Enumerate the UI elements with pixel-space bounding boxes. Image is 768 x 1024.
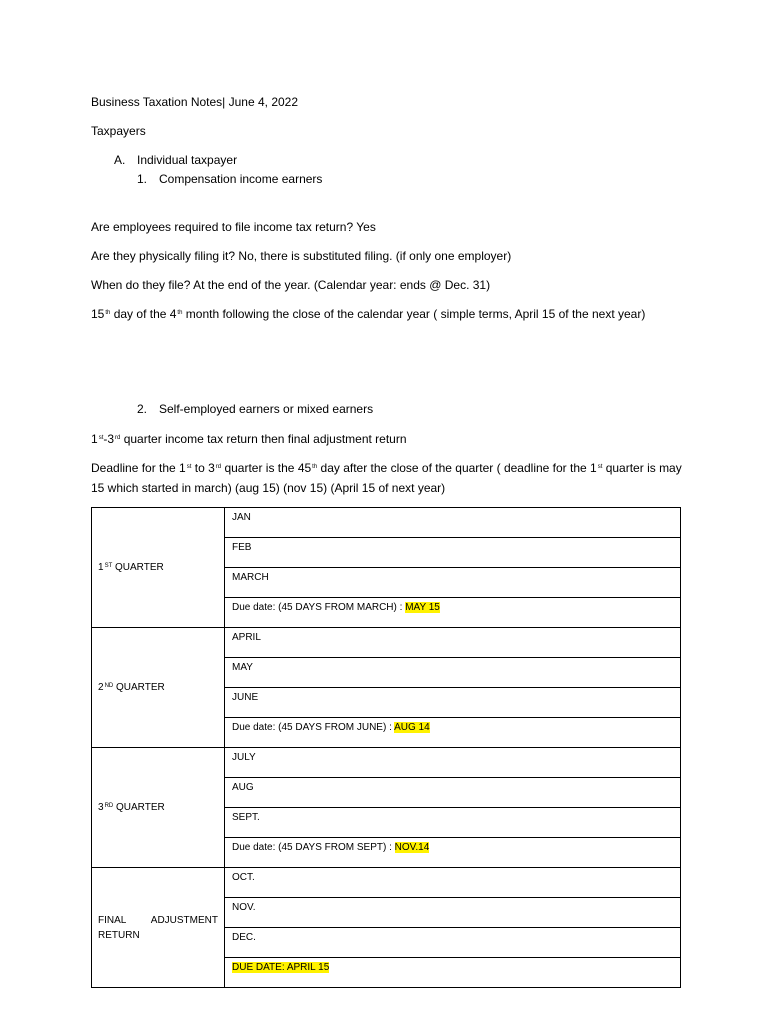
month-cell: SEPT. <box>225 808 681 838</box>
due-date-cell <box>225 958 681 988</box>
list-marker-2: 2. <box>137 402 148 416</box>
quarter-label-3rd: 3RD QUARTER <box>92 748 225 868</box>
month-cell: NOV. <box>225 898 681 928</box>
question-1: Are employees required to file income tax return? Yes <box>91 220 376 234</box>
item-1-label: Compensation income earners <box>159 172 323 186</box>
list-marker-1: 1. <box>137 172 148 186</box>
quarterly-schedule-table <box>91 507 681 988</box>
month-cell: AUG <box>225 778 681 808</box>
page-title: Business Taxation Notes| June 4, 2022 <box>91 95 299 109</box>
table-row <box>92 748 681 778</box>
month-cell: APRIL <box>225 628 681 658</box>
due-date-cell <box>225 598 681 628</box>
quarter-label-1st: 1ST QUARTER <box>92 508 225 628</box>
due-date-cell <box>225 718 681 748</box>
question-3: When do they file? At the end of the year. (Calendar year: ends @ Dec. 31) <box>91 278 491 292</box>
final-adjustment-label: FINAL ADJUSTMENT RETURN <box>92 868 225 988</box>
month-cell: JAN <box>225 508 681 538</box>
month-cell: FEB <box>225 538 681 568</box>
quarter-label-2nd: 2ND QUARTER <box>92 628 225 748</box>
due-date-cell <box>225 838 681 868</box>
month-cell: MAY <box>225 658 681 688</box>
month-cell: JULY <box>225 748 681 778</box>
month-cell: OCT. <box>225 868 681 898</box>
heading-taxpayers: Taxpayers <box>91 124 146 138</box>
due-date-prefix: Due date: (45 DAYS FROM MARCH) : <box>232 602 406 613</box>
due-date-value: DUE DATE: APRIL 15 <box>232 962 330 973</box>
quarterly-return-text: 1st-3rd quarter income tax return then final adjustment return <box>91 432 407 446</box>
list-marker-a: A. <box>114 153 126 167</box>
table-row <box>92 868 681 898</box>
table-row <box>92 508 681 538</box>
due-date-prefix: Due date: (45 DAYS FROM JUNE) : <box>232 722 395 733</box>
quarterly-deadline-text: Deadline for the 1st to 3rd quarter is the 45th day after the close of the quarter ( deadline for the 1st quarter is may 15 which started in march) (aug 15) (nov 15) (April 15 of next year) <box>91 461 682 495</box>
month-cell: MARCH <box>225 568 681 598</box>
due-date-value: MAY 15 <box>405 602 440 613</box>
due-date-value: NOV.14 <box>394 842 430 853</box>
question-2: Are they physically filing it? No, there is substituted filing. (if only one employer) <box>91 249 512 263</box>
section-a-label: Individual taxpayer <box>137 153 238 167</box>
month-cell: JUNE <box>225 688 681 718</box>
due-date-value: AUG 14 <box>394 722 430 733</box>
annual-deadline-text: 15th day of the 4th month following the close of the calendar year ( simple terms, April 15 of the next year) <box>91 307 646 321</box>
item-2-label: Self-employed earners or mixed earners <box>159 402 374 416</box>
table-row <box>92 628 681 658</box>
due-date-prefix: Due date: (45 DAYS FROM SEPT) : <box>232 842 395 853</box>
month-cell: DEC. <box>225 928 681 958</box>
